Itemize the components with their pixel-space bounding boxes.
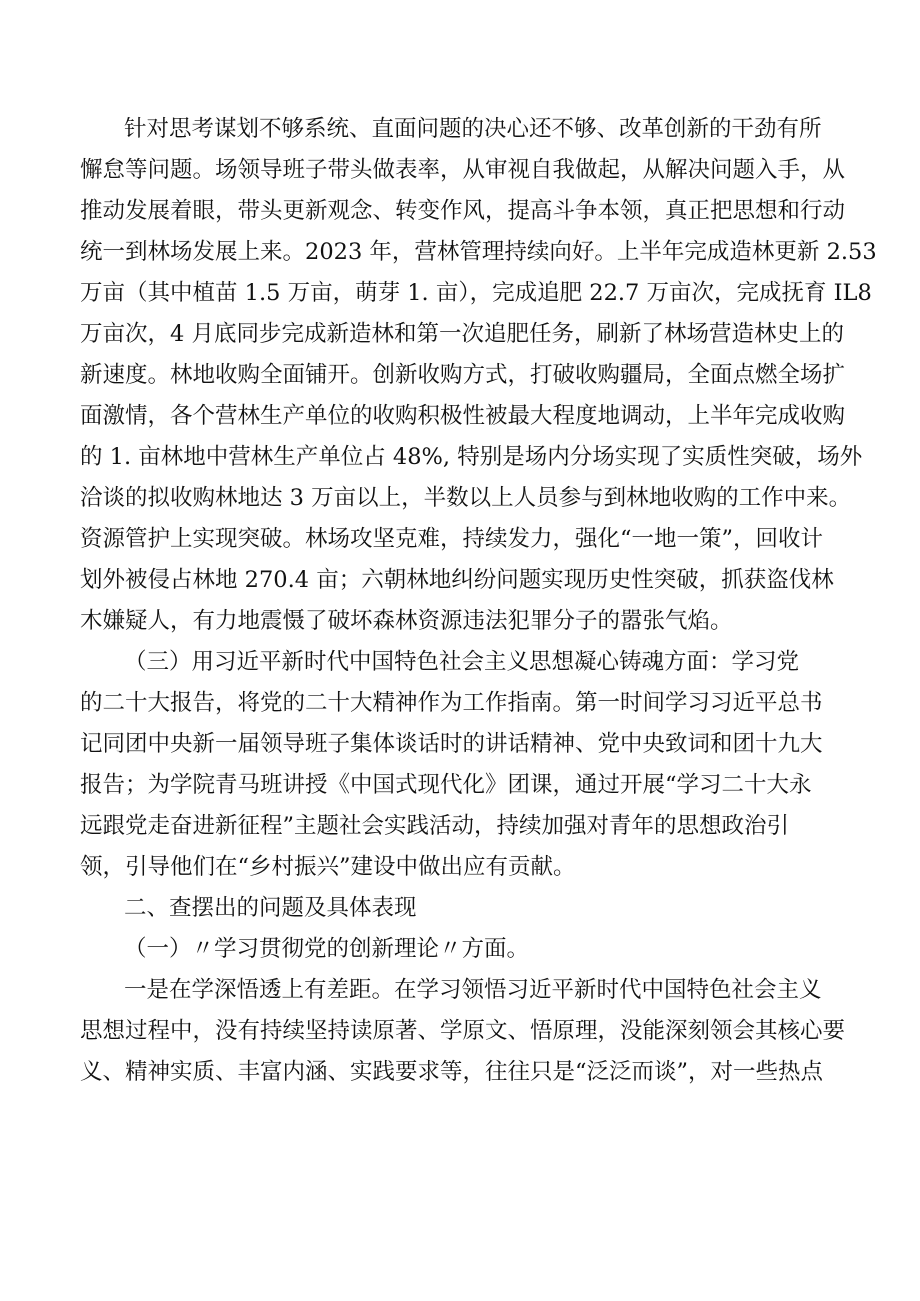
text-line: 木嫌疑人，有力地震慑了破坏森林资源违法犯罪分子的嚣张气焰。 bbox=[80, 608, 733, 634]
text-line: 资源管护上实现突破。林场攻坚克难，持续发力，强化“一地一策”，回收计 bbox=[80, 526, 824, 552]
text-line: （三）用习近平新时代中国特色社会主义思想凝心铸魂方面：学习党 bbox=[124, 649, 800, 675]
text-line: 面激情，各个营林生产单位的收购积极性被最大程度地调动，上半年完成收购 bbox=[80, 403, 846, 429]
text-line: 万亩（其中植苗 1.5 万亩，萌芽 1. 亩），完成追肥 22.7 万亩次，完成抚育 IL8 bbox=[80, 280, 872, 306]
text-line: 针对思考谋划不够系统、直面问题的决心还不够、改革创新的干劲有所 bbox=[124, 116, 822, 142]
text-line: 记同团中央新一届领导班子集体谈话时的讲话精神、党中央致词和团十九大 bbox=[80, 731, 823, 757]
section-heading: 二、查摆出的问题及具体表现 bbox=[124, 895, 417, 921]
subsection-heading: （一）〃学习贯彻党的创新理论〃方面。 bbox=[124, 936, 530, 962]
text-line: 懈怠等问题。场领导班子带头做表率，从审视自我做起，从解决问题入手，从 bbox=[80, 157, 846, 183]
text-line: 万亩次，4 月底同步完成新造林和第一次追肥任务，刷新了林场营造林史上的 bbox=[80, 321, 844, 347]
text-line: 一是在学深悟透上有差距。在学习领悟习近平新时代中国特色社会主义 bbox=[124, 977, 822, 1003]
text-line: 远跟党走奋进新征程”主题社会实践活动，持续加强对青年的思想政治引 bbox=[80, 813, 790, 839]
text-line: 统一到林场发展上来。2023 年，营林管理持续向好。上半年完成造林更新 2.53 bbox=[80, 239, 877, 265]
text-line: 推动发展着眼，带头更新观念、转变作风，提高斗争本领，真正把思想和行动 bbox=[80, 198, 846, 224]
text-line: 的二十大报告，将党的二十大精神作为工作指南。第一时间学习习近平总书 bbox=[80, 690, 823, 716]
text-line: 的 1. 亩林地中营林生产单位占 48%, 特别是场内分场实现了实质性突破，场外 bbox=[80, 444, 863, 470]
text-line: 领，引导他们在“乡村振兴”建设中做出应有贡献。 bbox=[80, 854, 576, 880]
text-line: 义、精神实质、丰富内涵、实践要求等，往往只是“泛泛而谈”，对一些热点 bbox=[80, 1059, 824, 1085]
text-line: 报告；为学院青马班讲授《中国式现代化》团课，通过开展“学习二十大永 bbox=[80, 772, 812, 798]
text-line: 划外被侵占林地 270.4 亩；六朝林地纠纷问题实现历史性突破，抓获盗伐林 bbox=[80, 567, 834, 593]
text-line: 新速度。林地收购全面铺开。创新收购方式，打破收购疆局，全面点燃全场扩 bbox=[80, 362, 846, 388]
text-line: 思想过程中，没有持续坚持读原著、学原文、悟原理，没能深刻领会其核心要 bbox=[80, 1018, 846, 1044]
text-line: 洽谈的拟收购林地达 3 万亩以上，半数以上人员参与到林地收购的工作中来。 bbox=[80, 485, 852, 511]
